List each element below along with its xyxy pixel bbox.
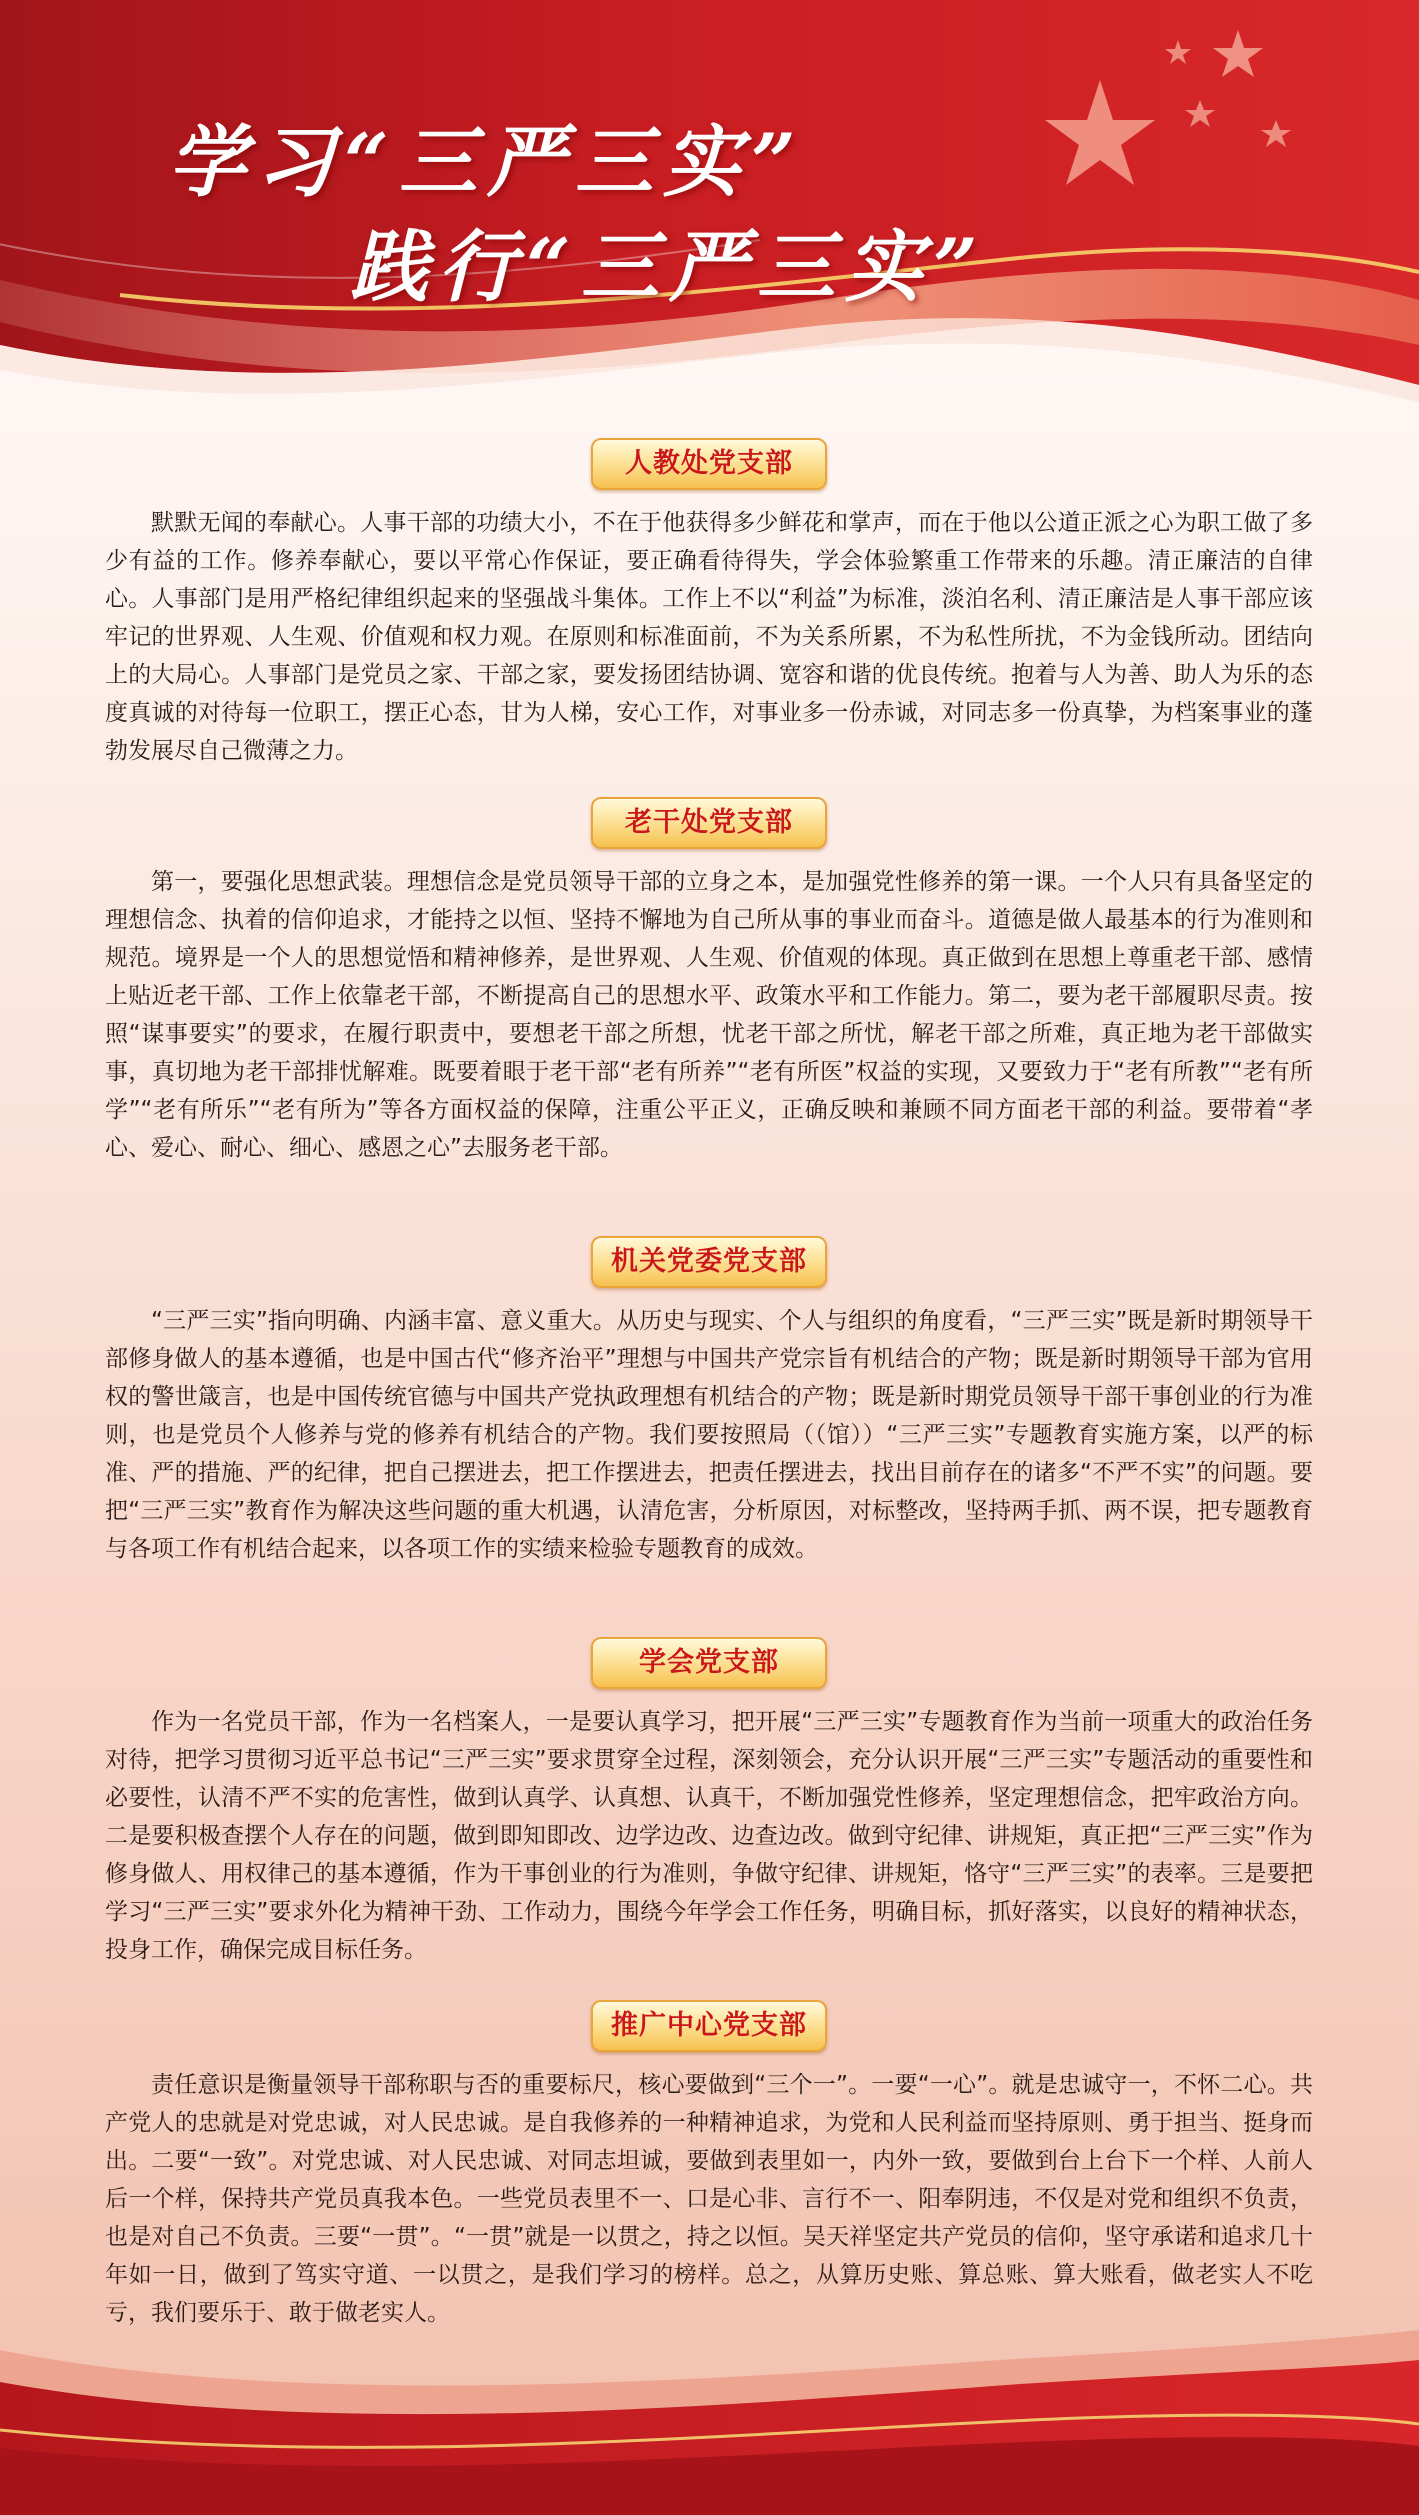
section-rjc: [105, 438, 1313, 770]
section-title-badge: 推广中心党支部: [591, 2000, 827, 2052]
section-lgc: [105, 797, 1313, 1167]
section-body: 责任意识是衡量领导干部称职与否的重要标尺，核心要做到“三个一”。一要“一心”。就是忠诚守一，不怀二心。共产党人的忠就是对党忠诚，对人民忠诚。是自我修养的一种精神追求，为党和人民利益而坚持原则、勇于担当、挺身而出。二要“一致”。对党忠诚、对人民忠诚、对同志坦诚，要做到表里如一，内外一致，要做到台上台下一个样、人前人后一个样，保持共产党员真我本色。一些党员表里不一、口是心非、言行不一、阳奉阴违，不仅是对党和组织不负责，也是对自己不负责。三要“一贯”。“一贯”就是一以贯之，持之以恒。吴天祥坚定共产党员的信仰，坚守承诺和追求几十年如一日，做到了笃实守道、一以贯之，是我们学习的榜样。总之，从算历史账、算总账、算大账看，做老实人不吃亏，我们要乐于、敢于做老实人。: [105, 2072, 1313, 2326]
title-line-1: 学习“三严三实”: [168, 117, 806, 208]
section-title-badge: 学会党支部: [591, 1637, 827, 1689]
section-jgdw: [105, 1236, 1313, 1568]
section-tgzx: [105, 2000, 1313, 2332]
section-title-badge: 机关党委党支部: [591, 1236, 827, 1288]
footer-banner: [0, 2320, 1419, 2515]
section-body: 作为一名党员干部，作为一名档案人，一是要认真学习，把开展“三严三实”专题教育作为当前一项重大的政治任务对待，把学习贯彻习近平总书记“三严三实”要求贯穿全过程，深刻领会，充分认识开展“三严三实”专题活动的重要性和必要性，认清不严不实的危害性，做到认真学、认真想、认真干，不断加强党性修养，坚定理想信念，把牢政治方向。二是要积极查摆个人存在的问题，做到即知即改、边学边改、边查边改。做到守纪律、讲规矩，真正把“三严三实”作为修身做人、用权律己的基本遵循，作为干事创业的行为准则，争做守纪律、讲规矩，恪守“三严三实”的表率。三是要把学习“三严三实”要求外化为精神干劲、工作动力，围绕今年学会工作任务，明确目标，抓好落实，以良好的精神状态，投身工作，确保完成目标任务。: [105, 1709, 1313, 1963]
title-line-2: 践行“三严三实”: [350, 222, 988, 313]
section-body: 默默无闻的奉献心。人事干部的功绩大小，不在于他获得多少鲜花和掌声，而在于他以公道正派之心为职工做了多少有益的工作。修养奉献心，要以平常心作保证，要正确看待得失，学会体验繁重工作带来的乐趣。清正廉洁的自律心。人事部门是用严格纪律组织起来的坚强战斗集体。工作上不以“利益”为标准，淡泊名利、清正廉洁是人事干部应该牢记的世界观、人生观、价值观和权力观。在原则和标准面前，不为关系所累，不为私性所扰，不为金钱所动。团结向上的大局心。人事部门是党员之家、干部之家，要发扬团结协调、宽容和谐的优良传统。抱着与人为善、助人为乐的态度真诚的对待每一位职工，摆正心态，甘为人梯，安心工作，对事业多一份赤诚，对同志多一份真挚，为档案事业的蓬勃发展尽自己微薄之力。: [105, 510, 1313, 764]
section-title-badge: 人教处党支部: [591, 438, 827, 490]
section-title-badge: 老干处党支部: [591, 797, 827, 849]
section-body: “三严三实”指向明确、内涵丰富、意义重大。从历史与现实、个人与组织的角度看，“三严三实”既是新时期领导干部修身做人的基本遵循，也是中国古代“修齐治平”理想与中国共产党宗旨有机结合的产物；既是新时期领导干部为官用权的警世箴言，也是中国传统官德与中国共产党执政理想有机结合的产物；既是新时期党员领导干部干事创业的行为准则，也是党员个人修养与党的修养有机结合的产物。我们要按照局（（馆））“三严三实”专题教育实施方案，以严的标准、严的措施、严的纪律，把自己摆进去，把工作摆进去，把责任摆进去，找出目前存在的诸多“不严不实”的问题。要把“三严三实”教育作为解决这些问题的重大机遇，认清危害，分析原因，对标整改，坚持两手抓、两不误，把专题教育与各项工作有机结合起来，以各项工作的实绩来检验专题教育的成效。: [105, 1308, 1313, 1562]
section-body: 第一，要强化思想武装。理想信念是党员领导干部的立身之本，是加强党性修养的第一课。一个人只有具备坚定的理想信念、执着的信仰追求，才能持之以恒、坚持不懈地为自己所从事的事业而奋斗。道德是做人最基本的行为准则和规范。境界是一个人的思想觉悟和精神修养，是世界观、人生观、价值观的体现。真正做到在思想上尊重老干部、感情上贴近老干部、工作上依靠老干部，不断提高自己的思想水平、政策水平和工作能力。第二，要为老干部履职尽责。按照“谋事要实”的要求，在履行职责中，要想老干部之所想，忧老干部之所忧，解老干部之所难，真正地为老干部做实事，真切地为老干部排忧解难。既要着眼于老干部“老有所养”“老有所医”权益的实现，又要致力于“老有所教”“老有所学”“老有所乐”“老有所为”等各方面权益的保障，注重公平正义，正确反映和兼顾不同方面老干部的利益。要带着“孝心、爱心、耐心、细心、感恩之心”去服务老干部。: [105, 869, 1313, 1161]
section-xh: [105, 1637, 1313, 1969]
